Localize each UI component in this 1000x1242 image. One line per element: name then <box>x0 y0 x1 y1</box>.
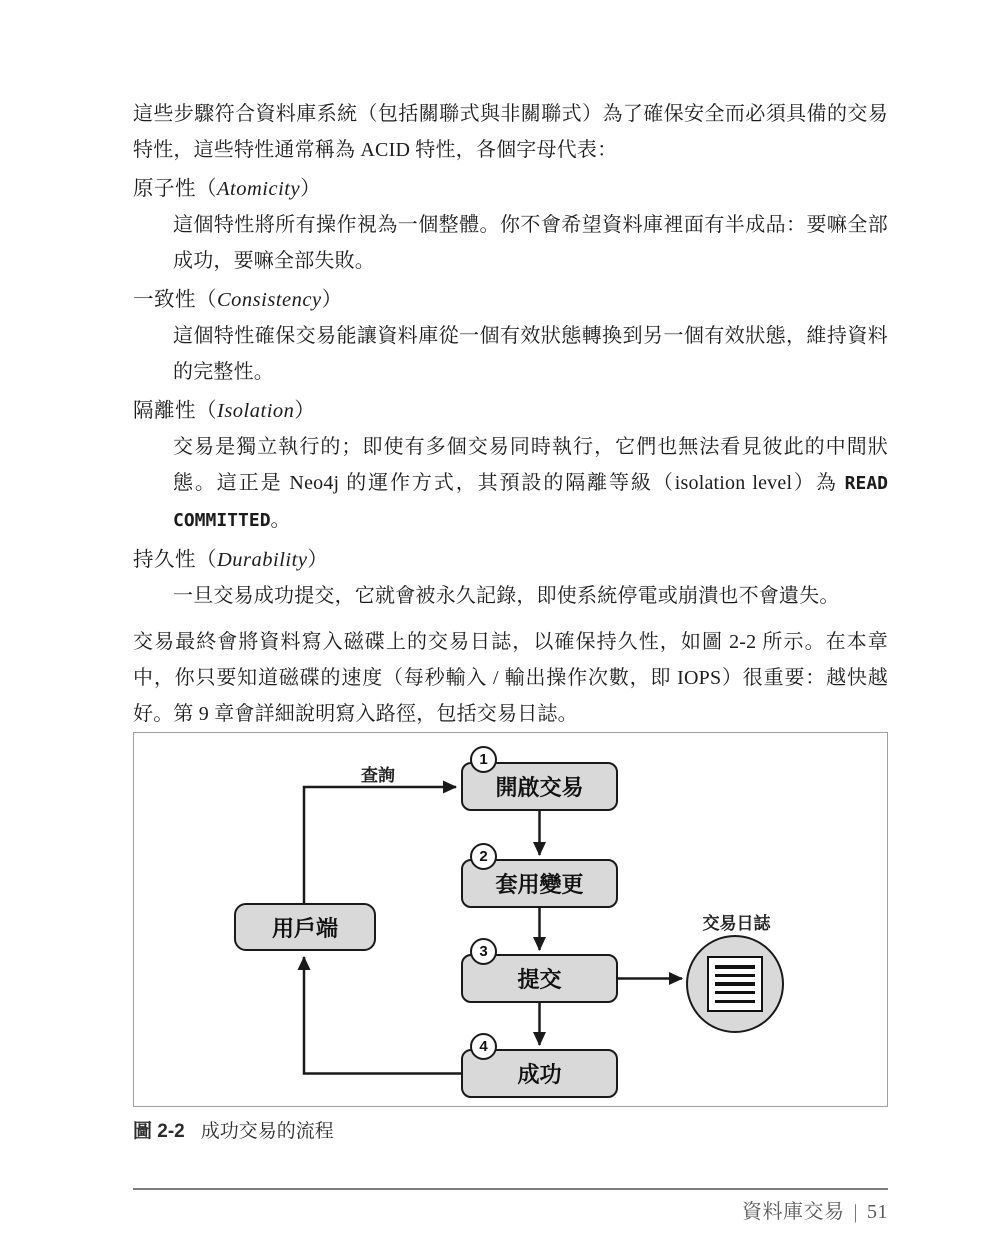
running-footer <box>133 1198 888 1226</box>
section-atomicity <box>133 171 888 279</box>
diagram-step-open-transaction <box>461 751 618 811</box>
term-en: Consistency <box>217 289 322 311</box>
step-number-badge: 4 <box>470 1033 497 1060</box>
diagram-node-commit: 提交 <box>461 954 618 1003</box>
isolation-text-end: 。 <box>270 509 291 531</box>
term-zh: 持久性（ <box>133 549 217 571</box>
term-zh: 一致性（ <box>133 289 217 311</box>
term-body-isolation <box>133 429 888 539</box>
term-zh: 原子性（ <box>133 178 217 200</box>
page-content <box>133 0 888 1226</box>
diagram-node-client: 用戶端 <box>234 903 376 951</box>
query-arrow-label: 查詢 <box>361 766 395 785</box>
term-heading-atomicity <box>133 171 888 207</box>
term-heading-consistency <box>133 282 888 318</box>
footer-chapter-title: 資料庫交易 <box>741 1201 845 1223</box>
isolation-text: 交易是獨立執行的；即使有多個交易同時執行，它們也無法看見彼此的中間狀態。這正是 Neo4j 的運作方式，其預設的隔離等級（isolation level）為 <box>173 436 888 494</box>
term-paren-close: ） <box>294 400 316 422</box>
term-heading-isolation <box>133 393 888 429</box>
footer-separator: | <box>853 1201 858 1223</box>
diagram-node-success: 成功 <box>461 1049 618 1098</box>
term-en: Durability <box>217 549 308 571</box>
section-consistency <box>133 282 888 390</box>
term-paren-close: ） <box>300 178 322 200</box>
section-durability <box>133 542 888 614</box>
term-heading-durability <box>133 542 888 578</box>
page-footer <box>133 1188 888 1226</box>
diagram-step-commit <box>461 943 618 1003</box>
figure-caption-text: 成功交易的流程 <box>200 1121 334 1142</box>
isolation-level-code: READ COMMITTED <box>173 473 888 531</box>
transaction-flow-diagram <box>134 733 887 1106</box>
document-log-icon <box>707 956 763 1012</box>
diagram-step-apply-changes <box>461 848 618 908</box>
term-body-consistency: 這個特性確保交易能讓資料庫從一個有效狀態轉換到另一個有效狀態，維持資料的完整性。 <box>173 325 888 383</box>
closing-paragraph: 交易最終會將資料寫入磁碟上的交易日誌，以確保持久性，如圖 2-2 所示。在本章中，你只要知道磁碟的速度（每秒輸入 / 輸出操作次數，即 IOPS）很重要：越快越好。第 9 章會詳細說明寫入路徑，包括交易日誌。 <box>133 631 888 725</box>
intro-paragraph: 這些步驟符合資料庫系統（包括關聯式與非關聯式）為了確保安全而必須具備的交易特性，這些特性通常稱為 ACID 特性，各個字母代表： <box>133 103 888 161</box>
diagram-node-open-transaction: 開啟交易 <box>461 762 618 811</box>
footer-divider <box>133 1188 888 1190</box>
step-number-badge: 2 <box>470 843 497 870</box>
term-paren-close: ） <box>307 549 329 571</box>
term-body-atomicity: 這個特性將所有操作視為一個整體。你不會希望資料庫裡面有半成品：要嘛全部成功，要嘛全部失敗。 <box>173 214 888 272</box>
figure-2-2 <box>133 732 888 1107</box>
footer-page-number: 51 <box>867 1201 888 1223</box>
transaction-log-node <box>686 935 784 1033</box>
diagram-node-apply-changes: 套用變更 <box>461 859 618 908</box>
step-number-badge: 1 <box>470 746 497 773</box>
figure-caption-number: 圖 2-2 <box>133 1121 185 1142</box>
figure-caption <box>133 1119 888 1145</box>
section-isolation <box>133 393 888 539</box>
term-en: Atomicity <box>217 178 301 200</box>
term-zh: 隔離性（ <box>133 400 217 422</box>
term-body-durability: 一旦交易成功提交，它就會被永久記錄，即使系統停電或崩潰也不會遺失。 <box>173 585 840 607</box>
diagram-step-success <box>461 1038 618 1098</box>
term-en: Isolation <box>217 400 295 422</box>
step-number-badge: 3 <box>470 938 497 965</box>
term-paren-close: ） <box>321 289 343 311</box>
transaction-log-label: 交易日誌 <box>702 914 771 933</box>
